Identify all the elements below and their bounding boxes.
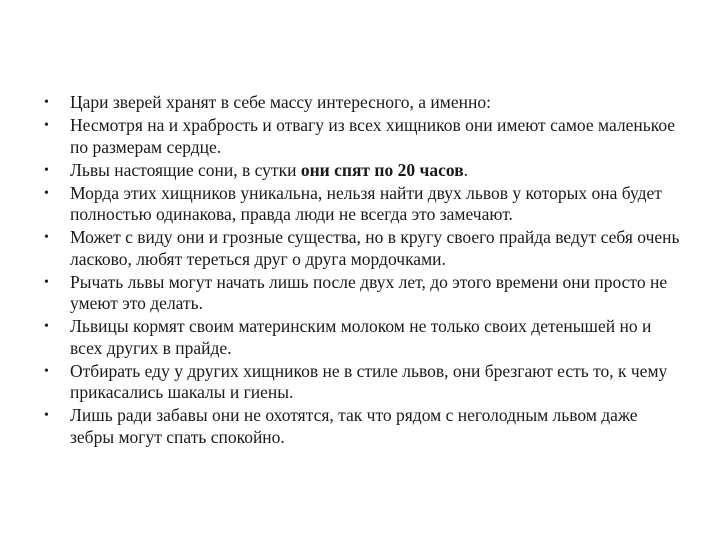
bullet-text: Львицы кормят своим материнским молоком не только своих детенышей но и всех других в прайде. — [70, 316, 652, 358]
bullet-item — [40, 160, 680, 182]
bullet-item — [40, 115, 680, 158]
bullet-text: Львы настоящие сони, в сутки — [70, 159, 301, 180]
bullet-text: Отбирать еду у других хищников не в стиле львов, они брезгают есть то, к чему прикасались шакалы и гиены. — [70, 360, 668, 402]
bullet-text: Морда этих хищников уникальна, нельзя найти двух львов у которых она будет полностью одинакова, правда люди не всегда это замечают. — [70, 182, 662, 224]
bullet-text: Рычать львы могут начать лишь после двух лет, до этого времени они просто не умеют это делать. — [70, 271, 668, 313]
bullet-text-end: . — [463, 159, 469, 180]
bullet-list — [40, 92, 680, 450]
bullet-dot-icon: • — [44, 363, 49, 379]
bullet-dot-icon: • — [44, 95, 49, 110]
bullet-text: Цари зверей хранят в себе массу интересного, а именно: — [70, 92, 491, 112]
bullet-item — [40, 183, 680, 226]
bullet-text: Несмотря на и храбрость и отвагу из всех хищников они имеют самое маленькое по размерам сердце. — [70, 115, 676, 157]
bullet-dot-icon: • — [44, 118, 49, 133]
bullet-dot-icon: • — [44, 230, 49, 245]
bullet-dot-icon: • — [44, 274, 49, 290]
bullet-dot-icon: • — [44, 408, 49, 423]
bullet-item — [40, 361, 680, 404]
bullet-item — [40, 272, 680, 315]
bullet-dot-icon: • — [44, 162, 49, 178]
bullet-item — [40, 405, 680, 448]
bullet-text: Может с виду они и грозные существа, но в кругу своего прайда ведут себя очень ласково, любят тереться друг о друга мордочками. — [70, 227, 680, 269]
bullet-dot-icon: • — [44, 319, 49, 334]
bullet-text-bold: они спят по 20 часов — [300, 159, 464, 180]
bullet-item — [40, 92, 680, 114]
bullet-item — [40, 227, 680, 270]
bullet-item — [40, 316, 680, 359]
bullet-text: Лишь ради забавы они не охотятся, так что рядом с неголодным львом даже зебры могут спать спокойно. — [70, 405, 638, 447]
bullet-dot-icon: • — [44, 185, 49, 201]
